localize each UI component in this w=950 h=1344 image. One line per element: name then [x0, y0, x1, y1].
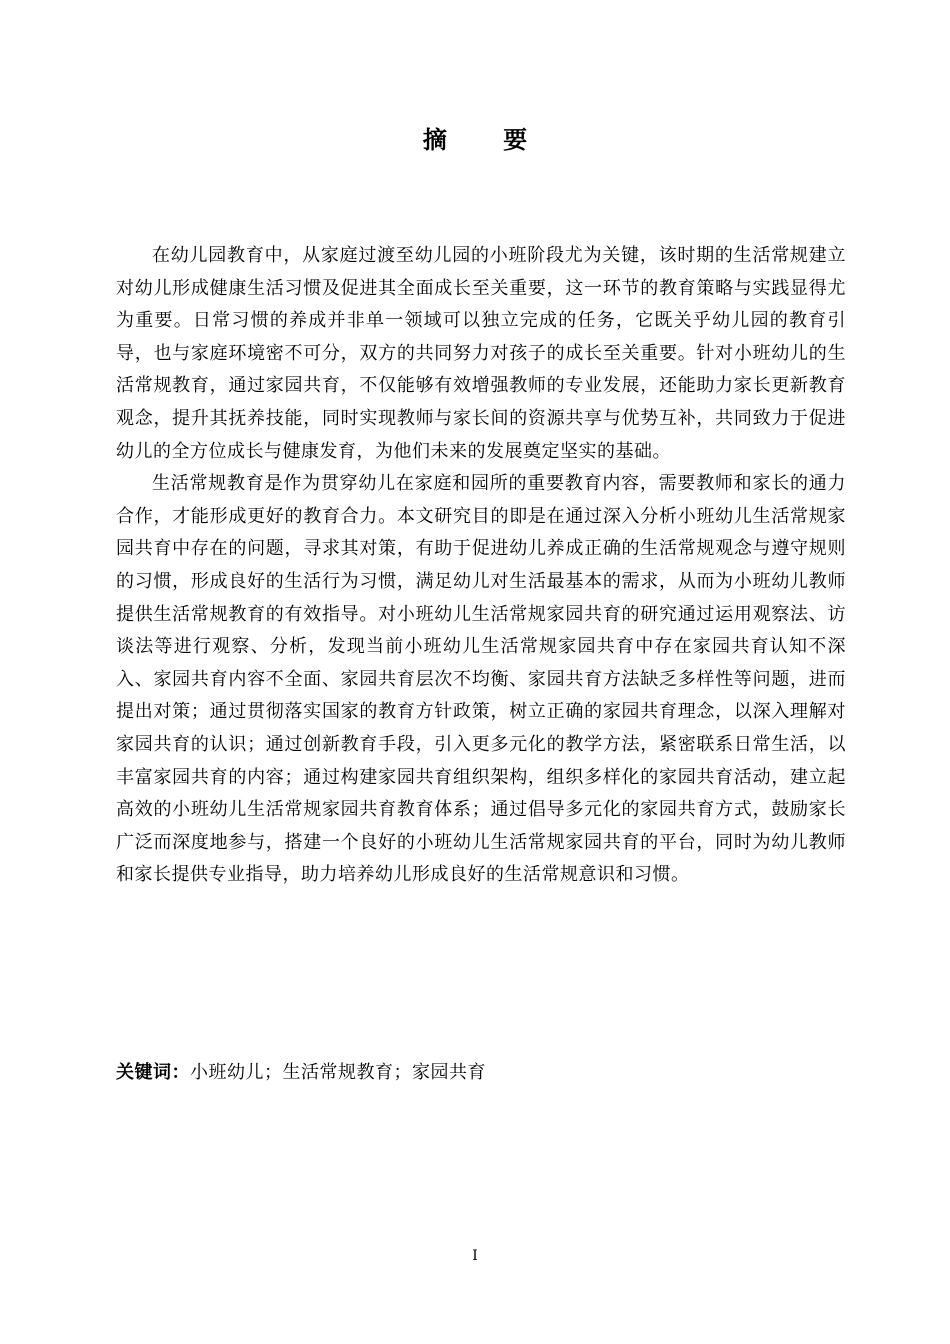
abstract-body: [116, 240, 846, 892]
abstract-paragraph-2: 生活常规教育是作为贯穿幼儿在家庭和园所的重要教育内容，需要教师和家长的通力合作，才能形成更好的教育合力。本文研究目的即是在通过深入分析小班幼儿生活常规家园共育中存在的问题，寻求其对策，有助于促进幼儿养成正确的生活常规观念与遵守规则的习惯，形成良好的生活行为习惯，满足幼儿对生活最基本的需求，从而为小班幼儿教师提供生活常规教育的有效指导。对小班幼儿生活常规家园共育的研究通过运用观察法、访谈法等进行观察、分析，发现当前小班幼儿生活常规家园共育中存在家园共育认知不深入、家园共育内容不全面、家园共育层次不均衡、家园共育方法缺乏多样性等问题，进而提出对策；通过贯彻落实国家的教育方针政策，树立正确的家园共育理念，以深入理解对家园共育的认识；通过创新教育手段，引入更多元化的教学方法，紧密联系日常生活，以丰富家园共育的内容；通过构建家园共育组织架构，组织多样化的家园共育活动，建立起高效的小班幼儿生活常规家园共育教育体系；通过倡导多元化的家园共育方式，鼓励家长广泛而深度地参与，搭建一个良好的小班幼儿生活常规家园共育的平台，同时为幼儿教师和家长提供专业指导，助力培养幼儿形成良好的生活常规意识和习惯。: [116, 473, 846, 886]
abstract-paragraph-1: 在幼儿园教育中，从家庭过渡至幼儿园的小班阶段尤为关键，该时期的生活常规建立对幼儿形成健康生活习惯及促进其全面成长至关重要，这一环节的教育策略与实践显得尤为重要。日常习惯的养成并非单一领域可以独立完成的任务，它既关乎幼儿园的教育引导，也与家庭环境密不可分，双方的共同努力对孩子的成长至关重要。针对小班幼儿的生活常规教育，通过家园共育，不仅能够有效增强教师的专业发展，还能助力家长更新教育观念，提升其抚养技能，同时实现教师与家长间的资源共享与优势互补，共同致力于促进幼儿的全方位成长与健康发育，为他们未来的发展奠定坚实的基础。: [116, 245, 846, 462]
keywords-text: 小班幼儿；生活常规教育；家园共育: [190, 1062, 486, 1083]
page-title: 摘 要: [422, 126, 552, 154]
keywords-line: [116, 1058, 846, 1088]
keywords-label: 关键词：: [116, 1062, 190, 1083]
page-number: I: [472, 1248, 478, 1264]
